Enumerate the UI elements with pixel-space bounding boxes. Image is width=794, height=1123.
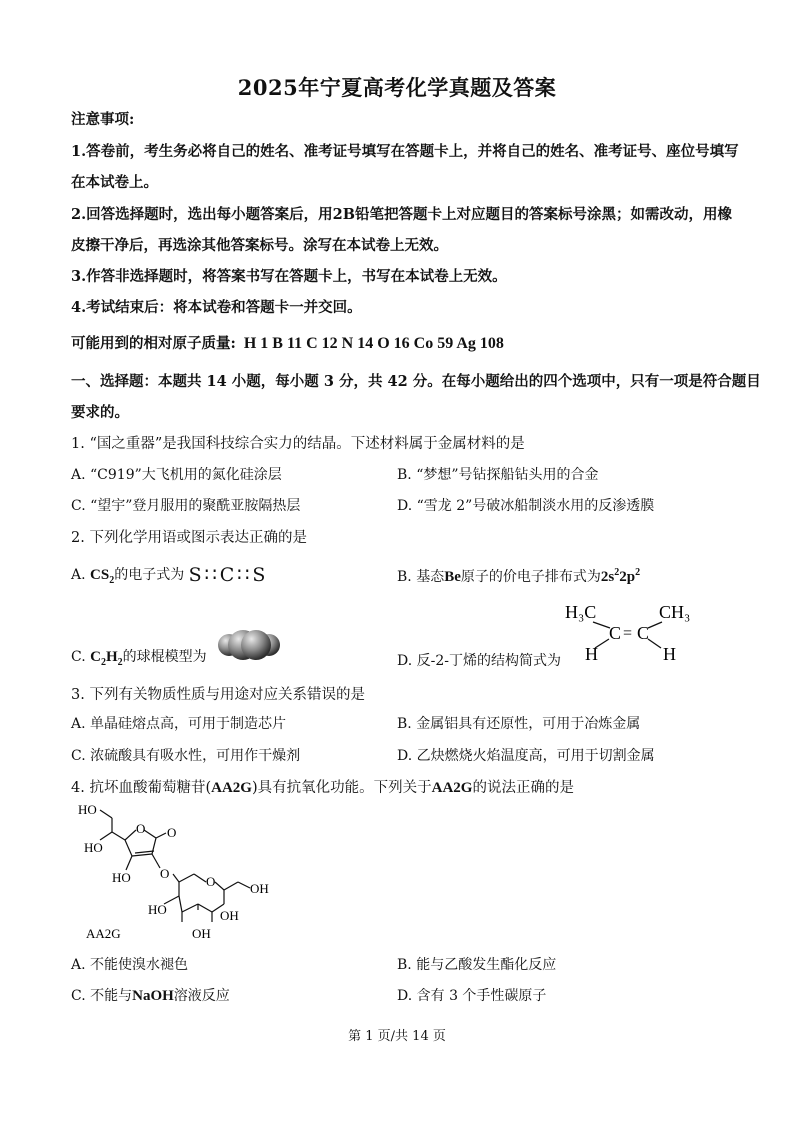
q4-option-c <box>71 985 230 1005</box>
aa2g-o-ring-2: O <box>206 874 216 889</box>
aa2g-oh-2: OH <box>220 908 239 923</box>
aa2g-structure <box>78 800 278 945</box>
q4-option-a: A. 不能使溴水褪色 <box>71 957 189 973</box>
struct-h-right: H <box>663 644 676 664</box>
aa2g-ho-1: HO <box>78 802 97 817</box>
q2-c-prefix: C. <box>71 649 86 665</box>
q2-c-formula-sub-1: 2 <box>100 657 106 668</box>
aa2g-label: AA2G <box>86 926 121 941</box>
aa2g-o-link: O <box>160 866 170 881</box>
q2-a-formula <box>90 567 115 586</box>
q2-option-b <box>397 566 640 586</box>
struct-ch3-right: CH₃ <box>659 602 691 622</box>
q2-b-config-2: 2p <box>619 569 636 585</box>
notice-item-2-cont: 皮擦干净后，再选涂其他答案标号。涂写在本试卷上无效。 <box>71 237 448 254</box>
struct-c2: C <box>637 623 650 643</box>
q2-a-formula-main: CS <box>90 567 110 583</box>
q2-option-a <box>71 562 268 586</box>
q4-c-formula: NaOH <box>132 988 174 1004</box>
q1-option-b: B. “梦想”号钻探船钻头用的合金 <box>397 467 599 483</box>
q2-b-config <box>601 569 640 585</box>
q4-option-b: B. 能与乙酸发生酯化反应 <box>397 957 557 973</box>
section-heading-cont: 要求的。 <box>71 404 129 421</box>
struct-h-left: H <box>585 644 598 664</box>
notice-item-3: 3.作答非选择题时，将答案书写在答题卡上，书写在本试卷上无效。 <box>71 268 507 285</box>
q2-c-formula-h: H <box>105 649 118 665</box>
trans-2-butene-structure <box>563 598 703 668</box>
q2-a-prefix: A. <box>71 567 86 583</box>
aa2g-ho-3: HO <box>112 870 131 885</box>
notice-item-1-cont: 在本试卷上。 <box>71 174 158 191</box>
q4-c-prefix: C. 不能与 <box>71 988 133 1004</box>
page-title: 2025年宁夏高考化学真题及答案 <box>237 75 557 100</box>
q4-stem-part-c: 的说法正确的是 <box>472 780 574 796</box>
aa2g-oh-1: OH <box>250 881 269 896</box>
notice-item-2: 2.回答选择题时，选出每小题答案后，用2B铅笔把答题卡上对应题目的答案标号涂黑；如需改动，用橡 <box>71 206 732 223</box>
aa2g-ho-4: HO <box>148 902 167 917</box>
q1-option-d: D. “雪龙 2”号破冰船制淡水用的反渗透膜 <box>397 498 655 514</box>
cs2-electron-formula: S∷C∷S <box>188 564 269 586</box>
q2-b-config-sup-1: 2 <box>614 567 620 578</box>
q2-c-formula <box>90 649 123 668</box>
q3-option-a: A. 单晶硅熔点高，可用于制造芯片 <box>71 716 287 732</box>
aa2g-o-ring: O <box>136 821 146 836</box>
q2-b-config-1: 2s <box>600 569 615 585</box>
notice-heading: 注意事项: <box>71 111 135 128</box>
section-heading: 一、选择题：本题共 14 小题，每小题 3 分，共 42 分。在每小题给出的四个选项中，只有一项是符合题目 <box>71 373 761 390</box>
q2-b-text: 原子的价电子排布式为 <box>460 569 601 585</box>
q2-option-c <box>71 646 207 668</box>
q2-stem: 2. 下列化学用语或图示表达正确的是 <box>71 530 307 546</box>
q1-option-a: A. “C919”大飞机用的氮化硅涂层 <box>71 467 282 483</box>
atomic-mass-line <box>71 332 504 353</box>
c2h2-ball-stick-model <box>216 626 282 664</box>
page-footer: 第 1 页/共 14 页 <box>348 1029 446 1044</box>
q4-stem <box>71 776 574 797</box>
struct-c1: C <box>609 623 622 643</box>
atomic-mass-label: 可能用到的相对原子质量: <box>71 335 236 352</box>
q2-b-element: Be <box>444 569 461 585</box>
q4-stem-formula-2: AA2G <box>431 780 473 796</box>
q4-stem-part-a: 4. 抗坏血酸葡萄糖苷( <box>71 780 212 796</box>
atomic-mass-values: H 1 B 11 C 12 N 14 O 16 Co 59 Ag 108 <box>243 335 504 352</box>
q2-b-config-sup-2: 2 <box>635 567 641 578</box>
notice-item-4: 4.考试结束后：将本试卷和答题卡一并交回。 <box>71 299 362 316</box>
notice-item-1: 1.答卷前，考生务必将自己的姓名、准考证号填写在答题卡上，并将自己的姓名、准考证号、座位号填写 <box>71 143 739 160</box>
struct-ch3-left: H₃C <box>565 602 597 622</box>
struct-double-bond: = <box>623 625 633 642</box>
q1-stem: 1. “国之重器”是我国科技综合实力的结晶。下述材料属于金属材料的是 <box>71 436 525 452</box>
q2-c-text: 的球棍模型为 <box>122 649 207 665</box>
q2-option-d: D. 反-2-丁烯的结构简式为 <box>397 653 561 669</box>
q4-c-text: 溶液反应 <box>173 988 230 1004</box>
q3-option-d: D. 乙炔燃烧火焰温度高，可用于切割金属 <box>397 748 655 764</box>
q3-stem: 3. 下列有关物质性质与用途对应关系错误的是 <box>71 687 365 703</box>
q2-c-formula-sub-2: 2 <box>117 657 123 668</box>
q4-stem-formula: AA2G <box>211 780 252 796</box>
q2-a-text: 的电子式为 <box>114 567 185 583</box>
aa2g-ho-2: HO <box>84 840 103 855</box>
q3-option-b: B. 金属铝具有还原性，可用于冶炼金属 <box>397 716 641 732</box>
q3-option-c: C. 浓硫酸具有吸水性，可用作干燥剂 <box>71 748 301 764</box>
q2-c-formula-c: C <box>90 649 101 665</box>
q4-stem-part-b: )具有抗氧化功能。下列关于 <box>251 780 432 796</box>
aa2g-o-keto: O <box>167 825 177 840</box>
q4-option-d: D. 含有 3 个手性碳原子 <box>397 988 547 1004</box>
q1-option-c: C. “望宇”登月服用的聚酰亚胺隔热层 <box>71 498 301 514</box>
aa2g-oh-3: OH <box>192 926 211 941</box>
q2-b-prefix: B. 基态 <box>397 569 445 585</box>
q2-a-formula-sub: 2 <box>109 575 115 586</box>
